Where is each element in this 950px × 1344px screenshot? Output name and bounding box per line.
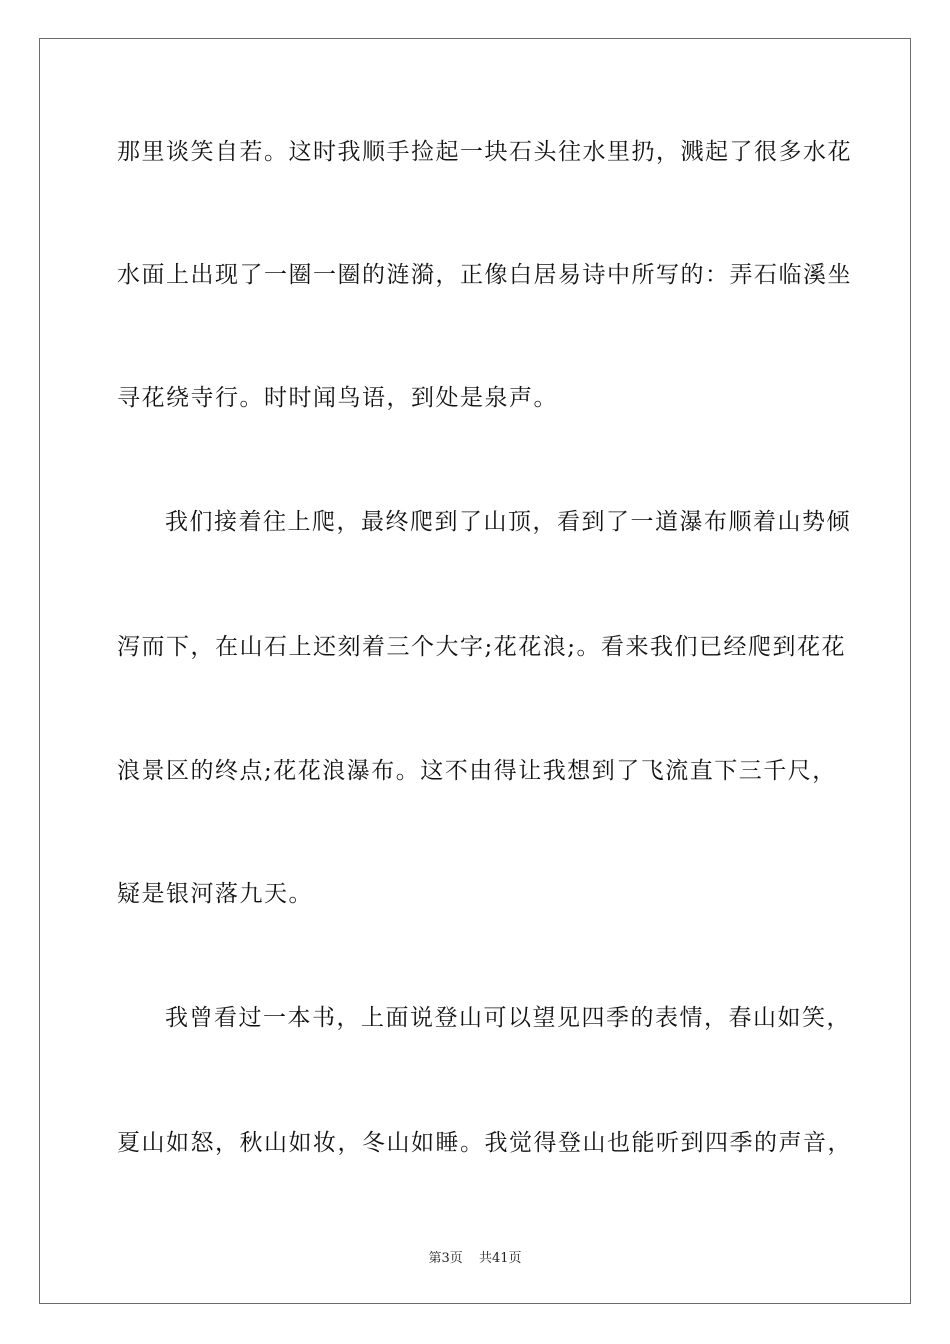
page-total: 共41页 <box>478 1251 522 1266</box>
text-line: 浪景区的终点;花花浪瀑布。这不由得让我想到了飞流直下三千尺， <box>117 758 837 784</box>
text-line: 泻而下，在山石上还刻着三个大字;花花浪;。看来我们已经爬到花花 <box>117 634 846 660</box>
page-footer <box>0 1247 950 1266</box>
text-line: 疑是银河落九天。 <box>117 881 313 907</box>
page-number: 第3页 <box>428 1251 463 1266</box>
paragraph-first-line: 我们接着往上爬，最终爬到了山顶，看到了一道瀑布顺着山势倾 <box>165 509 851 535</box>
text-line: 那里谈笑自若。这时我顺手捡起一块石头往水里扔，溅起了很多水花 <box>117 139 852 165</box>
page-border <box>39 38 911 1304</box>
text-line: 寻花绕寺行。时时闻鸟语，到处是泉声。 <box>117 385 558 411</box>
text-line: 水面上出现了一圈一圈的涟漪，正像白居易诗中所写的：弄石临溪坐 <box>117 262 852 288</box>
paragraph-first-line: 我曾看过一本书，上面说登山可以望见四季的表情，春山如笑， <box>165 1005 851 1031</box>
text-line: 夏山如怒，秋山如妆，冬山如睡。我觉得登山也能听到四季的声音， <box>117 1130 852 1156</box>
